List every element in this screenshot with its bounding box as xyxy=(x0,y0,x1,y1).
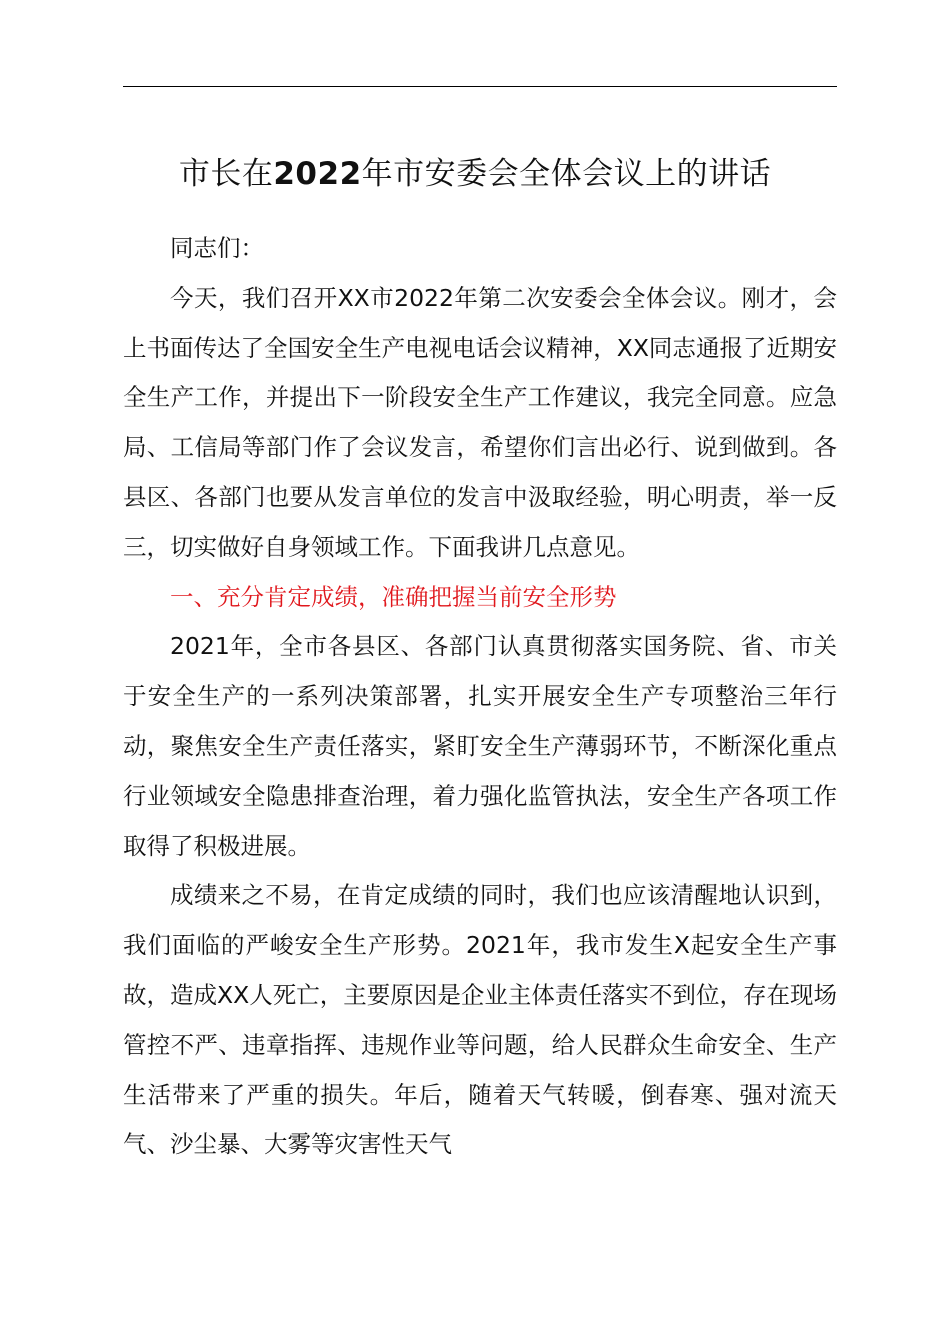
document-title xyxy=(0,152,950,196)
section-heading: 一、充分肯定成绩，准确把握当前安全形势 xyxy=(170,582,617,611)
intro-paragraph: 今天，我们召开XX市2022年第二次安委会全体会议。刚才，会上书面传达了全国安全生产电视电话会议精神，XX同志通报了近期安全生产工作，并提出下一阶段安全生产工作建议，我完全同意。应急局、工信局等部门作了会议发言，希望你们言出必行、说到做到。各县区、各部门也要从发言单位的发言中汲取经验，明心明责，举一反三，切实做好自身领域工作。下面我讲几点意见。 xyxy=(123,283,837,561)
title-prefix: 市长在 xyxy=(178,156,274,192)
document-body xyxy=(123,224,837,1170)
salutation: 同志们： xyxy=(170,234,264,262)
section-paragraph-2: 成绩来之不易，在肯定成绩的同时，我们也应该清醒地认识到，我们面临的严峻安全生产形势。2021年，我市发生X起安全生产事故，造成XX人死亡，主要原因是企业主体责任落实不到位，存在现场管控不严、违章指挥、违规作业等问题，给人民群众生命安全、生产生活带来了严重的损失。年后，随着天气转暖，倒春寒、强对流天气、沙尘暴、大雾等灾害性天气 xyxy=(123,881,837,1159)
header-rule xyxy=(123,86,837,87)
title-suffix: 年市安委会全体会议上的讲话 xyxy=(361,156,772,192)
title-year: 2022 xyxy=(273,156,362,192)
section-paragraph-1: 2021年，全市各县区、各部门认真贯彻落实国务院、省、市关于安全生产的一系列决策部署，扎实开展安全生产专项整治三年行动，聚焦安全生产责任落实，紧盯安全生产薄弱环节，不断深化重点行业领域安全隐患排查治理，着力强化监管执法，安全生产各项工作取得了积极进展。 xyxy=(123,632,837,860)
